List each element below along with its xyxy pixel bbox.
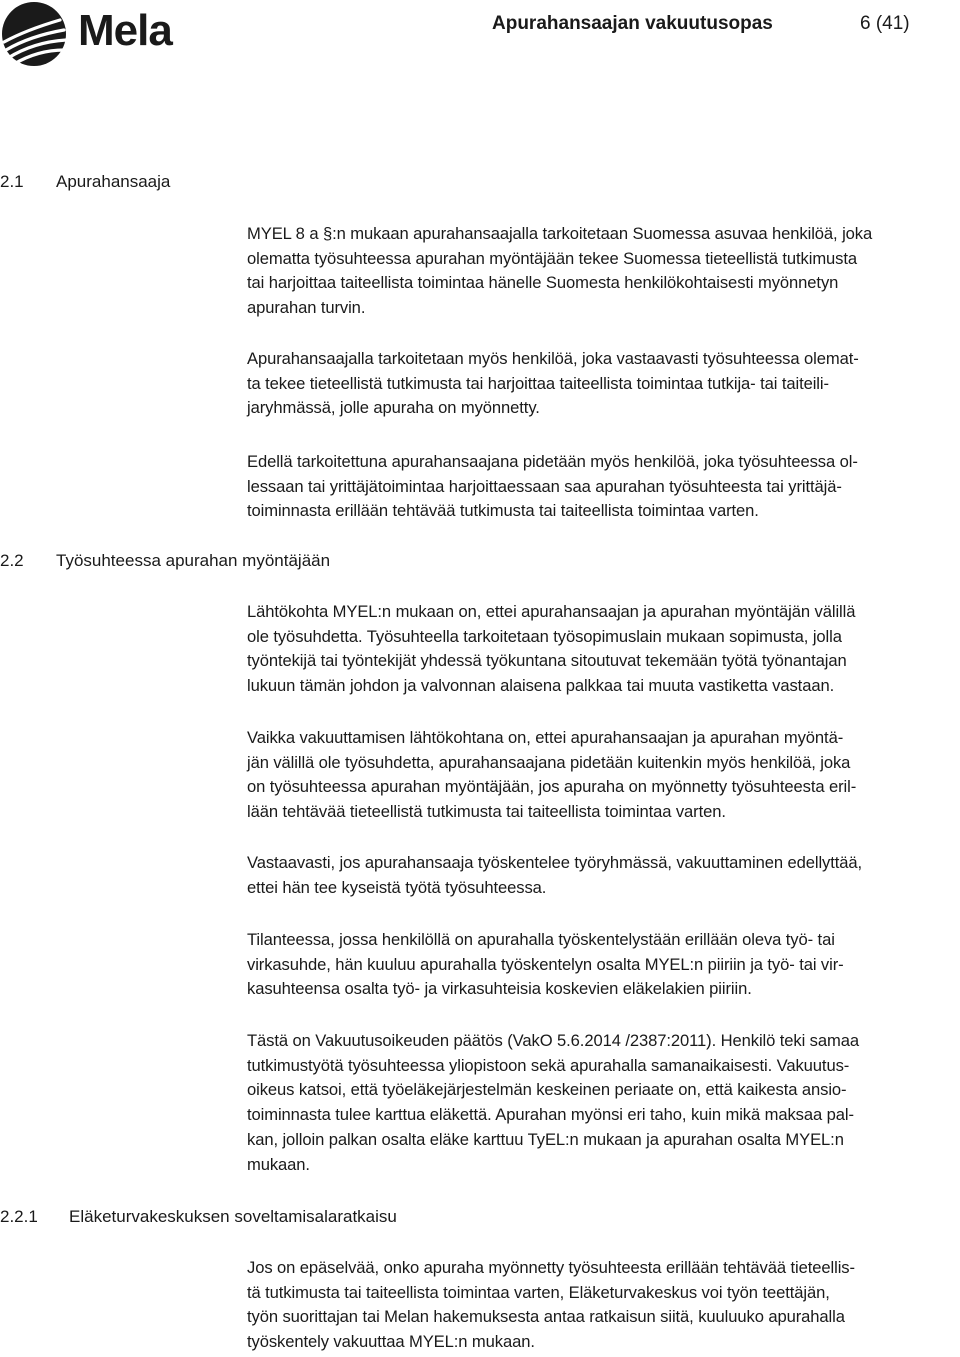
text-line: Edellä tarkoitettuna apurahansaajana pidetään myös henkilöä, joka työsuhteessa ol-: [247, 452, 858, 471]
text-line: Tilanteessa, jossa henkilöllä on apurahalla työskentelystään erillään oleva työ- tai: [247, 930, 835, 949]
text-line: jaryhmässä, jolle apuraha on myönnetty.: [247, 398, 540, 418]
text-line: tutkimustyötä työsuhteessa yliopistoon sekä apurahalla samanaikaisesti. Vakuutus-: [247, 1055, 850, 1075]
text-line: mukaan.: [247, 1154, 310, 1174]
text-line: MYEL 8 a §:n mukaan apurahansaajalla tarkoitetaan Suomessa asuvaa henkilöä, joka: [247, 224, 873, 243]
mela-logo-icon: [0, 0, 70, 70]
text-line: Vastaavasti, jos apurahansaaja työskentelee työryhmässä, vakuuttaminen edellyttää,: [247, 853, 863, 872]
text-line: tai harjoittaa taiteellista toimintaa hänelle Suomesta henkilökohtaisesti myönnetyn: [247, 273, 839, 293]
section-heading-2-2-1: [0, 1207, 397, 1227]
text-line: Jos on epäselvää, onko apuraha myönnetty työsuhteesta erillään tehtävää tieteellis-: [247, 1258, 855, 1277]
text-line: jän välillä ole työsuhdetta, apurahansaajana pidetään kuitenkin myös henkilöä, joka: [247, 752, 851, 772]
paragraph: [247, 928, 959, 1002]
section-title: Eläketurvakeskuksen soveltamisalaratkaisu: [69, 1207, 397, 1226]
text-line: työntekijä tai työntekijät yhdessä työkuntana sitoutuvat tekemään työtä työnantajan: [247, 651, 847, 671]
section-title: Työsuhteessa apurahan myöntäjään: [56, 551, 331, 570]
text-line: työskentely vakuuttaa MYEL:n mukaan.: [247, 1332, 535, 1352]
section-number: 2.2: [0, 551, 24, 570]
text-line: lukuun tämän johdon ja valvonnan alaisena palkkaa tai muuta vastiketta vastaan.: [247, 676, 835, 696]
document-title: Apurahansaajan vakuutusopas: [492, 13, 773, 34]
text-line: oikeus katsoi, että työeläkejärjestelmän keskeinen periaate on, että kaikesta ansio-: [247, 1080, 847, 1100]
text-line: lään tehtävää tieteellistä tutkimusta tai taiteellista toimintaa varten.: [247, 802, 726, 822]
paragraph: [247, 347, 959, 421]
text-line: ole työsuhdetta. Työsuhteella tarkoitetaan työsopimuslain mukaan sopimusta, jolla: [247, 626, 842, 646]
text-line: Tästä on Vakuutusoikeuden päätös (VakO 5.6.2014 /2387:2011). Henkilö teki samaa: [247, 1031, 859, 1050]
text-line: apurahan turvin.: [247, 298, 366, 318]
paragraph: [247, 600, 959, 699]
section-number: 2.1: [0, 172, 24, 191]
text-line: tä tutkimusta tai taiteellista toimintaa varten, Eläketurvakeskus voi työn teettäjän,: [247, 1282, 830, 1302]
paragraph: [247, 1256, 959, 1355]
text-line: ta tekee tieteellistä tutkimusta tai harjoittaa taiteellista toimintaa tutkija- tai taiteili-: [247, 373, 829, 393]
text-line: Lähtökohta MYEL:n mukaan on, ettei apurahansaajan ja apurahan myöntäjän välillä: [247, 602, 856, 621]
paragraph: [247, 222, 959, 321]
text-line: olematta työsuhteessa apurahan myöntäjään tekee Suomessa tieteellistä tutkimusta: [247, 248, 858, 268]
text-line: virkasuhde, hän kuuluu apurahalla työskentelyn osalta MYEL:n piiriin ja työ- tai vir-: [247, 954, 844, 974]
section-heading-2-2: [0, 551, 330, 571]
text-line: työn suorittajan tai Melan hakemuksesta antaa ratkaisun siitä, kuuluuko apurahalla: [247, 1307, 845, 1327]
text-line: toiminnasta tulee karttua eläkettä. Apurahan myönsi eri taho, kuin mikä maksaa pal-: [247, 1105, 854, 1125]
text-line: kan, jolloin palkan osalta eläke karttuu TyEL:n mukaan ja apurahan osalta MYEL:n: [247, 1129, 844, 1149]
mela-logo: [0, 0, 190, 70]
text-line: ettei hän tee kyseistä työtä työsuhteessa.: [247, 877, 547, 897]
paragraph: [247, 450, 959, 524]
paragraph: [247, 1029, 959, 1177]
text-line: toiminnasta erillään tehtävää tutkimusta tai taiteellista toimintaa varten.: [247, 501, 759, 521]
logo-wordmark: Mela: [78, 6, 172, 55]
text-line: Vaikka vakuuttamisen lähtökohtana on, ettei apurahansaajan ja apurahan myöntä-: [247, 728, 844, 747]
section-heading-2-1: [0, 172, 170, 192]
page-number: 6 (41): [860, 13, 910, 34]
text-line: Apurahansaajalla tarkoitetaan myös henkilöä, joka vastaavasti työsuhteessa olemat-: [247, 349, 859, 368]
text-line: kasuhteensa osalta työ- ja virkasuhteisia koskevien eläkelakien piiriin.: [247, 979, 752, 999]
paragraph: [247, 851, 959, 900]
section-title: Apurahansaaja: [56, 172, 171, 191]
text-line: on työsuhteessa apurahan myöntäjään, jos apuraha on myönnetty työsuhteesta eril-: [247, 777, 857, 797]
text-line: lessaan tai yrittäjätoimintaa harjoittaessaan saa apurahan työsuhteesta tai yrittäjä-: [247, 476, 842, 496]
paragraph: [247, 726, 959, 825]
section-number: 2.2.1: [0, 1207, 38, 1226]
